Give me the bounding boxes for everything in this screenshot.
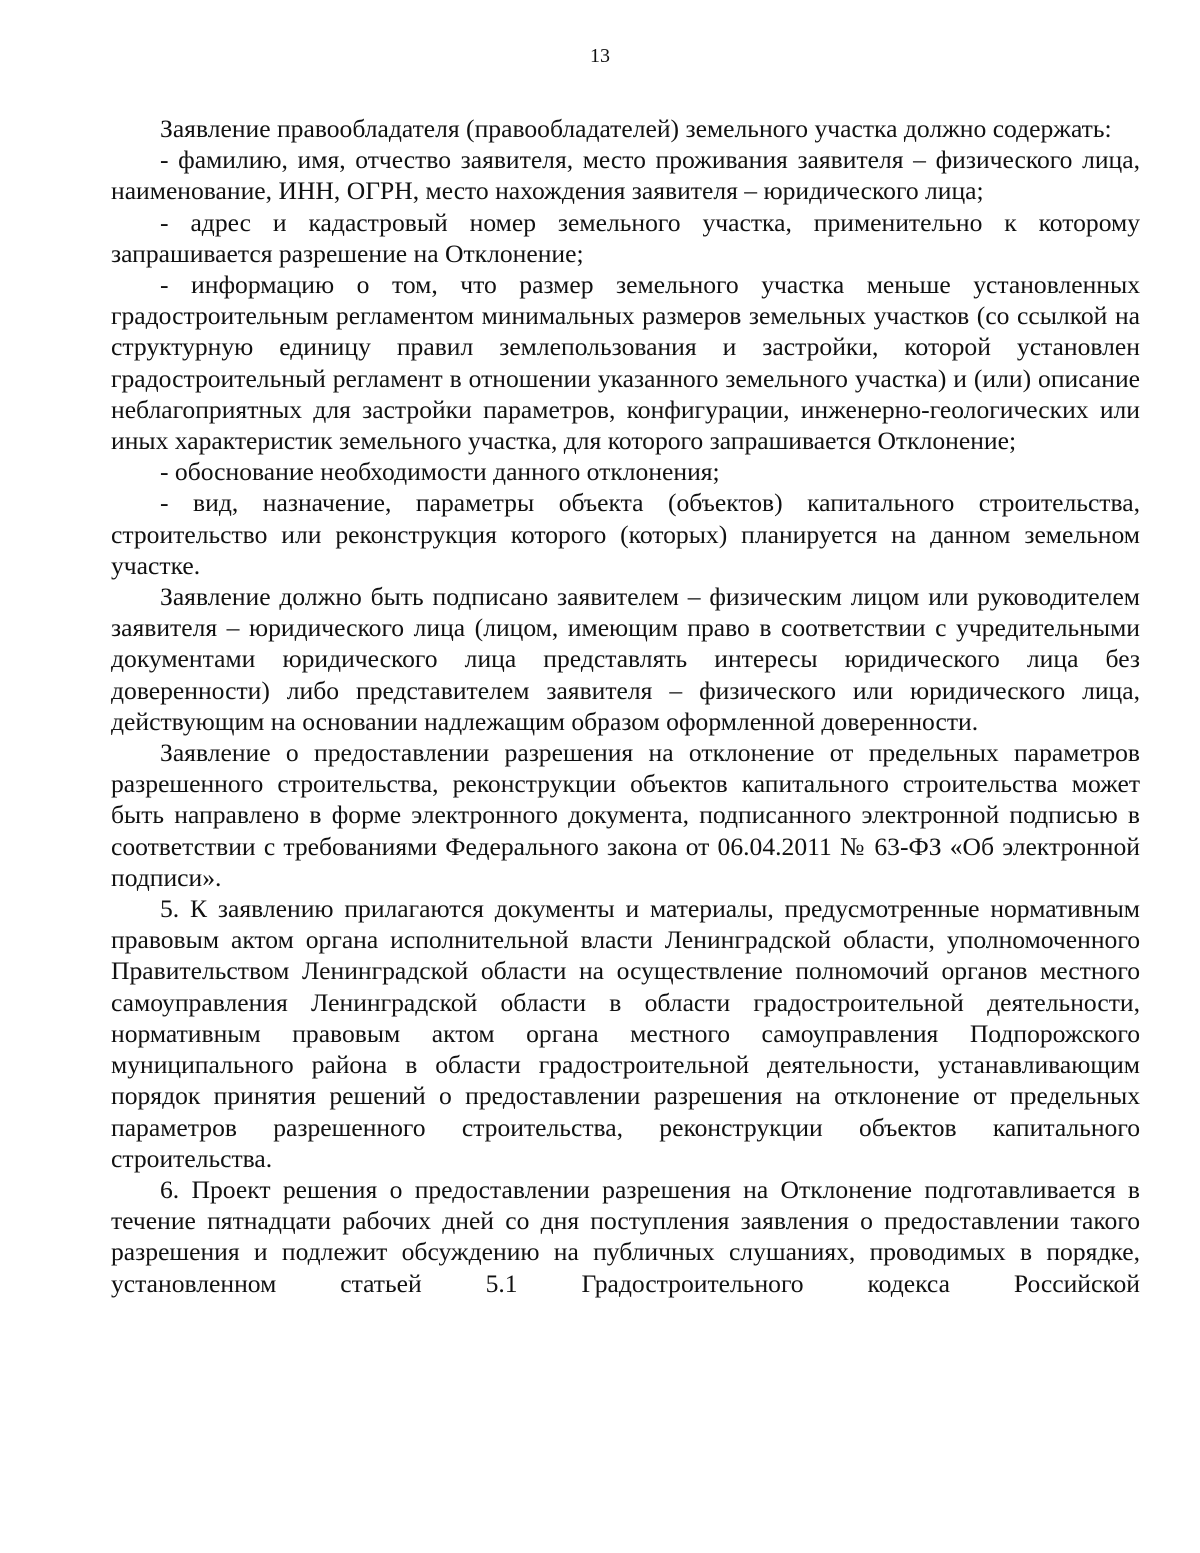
page-number: 13	[590, 45, 610, 67]
list-item-applicant-name: - фамилию, имя, отчество заявителя, место проживания заявителя – физического лица, наименование, ИНН, ОГРН, место нахождения заявителя – юридического лица;	[111, 145, 1140, 206]
list-item-land-size-info: - информацию о том, что размер земельного участка меньше установленных градостроительным регламентом минимальных размеров земельных участков (со ссылкой на структурную единицу правил землепользования и застройки, которой установлен градостроительный регламент в отношении указанного земельного участка) и (или) описание неблагоприятных для застройки параметров, конфигурации, инженерно-геологических или иных характеристик земельного участка, для которого запрашивается Отклонение;	[111, 270, 1140, 456]
list-item-land-address: - адрес и кадастровый номер земельного участка, применительно к которому запрашивается разрешение на Отклонение;	[111, 207, 1140, 268]
paragraph-item-6-draft-decision: 6. Проект решения о предоставлении разрешения на Отклонение подготавливается в течение пятнадцати рабочих дней со дня поступления заявления о предоставлении такого разрешения и подлежит обсуждению на публичных слушаниях, проводимых в порядке, установленном статьей 5.1 Градостроительного кодекса Российской	[111, 1174, 1140, 1298]
paragraph-application-content-intro: Заявление правообладателя (правообладателей) земельного участка должно содержать:	[160, 114, 1112, 143]
paragraph-signature-requirement: Заявление должно быть подписано заявителем – физическим лицом или руководителем заявителя – юридического лица (лицом, имеющим право в соответствии с учредительными документами юридического лица представлять интересы юридического лица без доверенности) либо представителем заявителя – физического или юридического лица, действующим на основании надлежащим образом оформленной доверенности.	[111, 582, 1140, 736]
document-body	[111, 113, 1140, 1299]
list-item-justification: - обоснование необходимости данного отклонения;	[160, 457, 720, 487]
paragraph-electronic-submission: Заявление о предоставлении разрешения на отклонение от предельных параметров разрешенного строительства, реконструкции объектов капитального строительства может быть направлено в форме электронного документа, подписанного электронной подписью в соответствии с требованиями Федерального закона от 06.04.2011 № 63-ФЗ «Об электронной подписи».	[111, 738, 1140, 892]
list-item-object-parameters: - вид, назначение, параметры объекта (объектов) капитального строительства, строительство или реконструкция которого (которых) планируется на данном земельном участке.	[111, 488, 1140, 580]
paragraph-item-5-attachments: 5. К заявлению прилагаются документы и материалы, предусмотренные нормативным правовым актом органа исполнительной власти Ленинградской области, уполномоченного Правительством Ленинградской области на осуществление полномочий органов местного самоуправления Ленинградской области в области градостроительной деятельности, нормативным правовым актом органа местного самоуправления Подпорожского муниципального района в области градостроительной деятельности, устанавливающим порядок принятия решений о предоставлении разрешения на отклонение от предельных параметров разрешенного строительства, реконструкции объектов капитального строительства.	[111, 894, 1140, 1173]
